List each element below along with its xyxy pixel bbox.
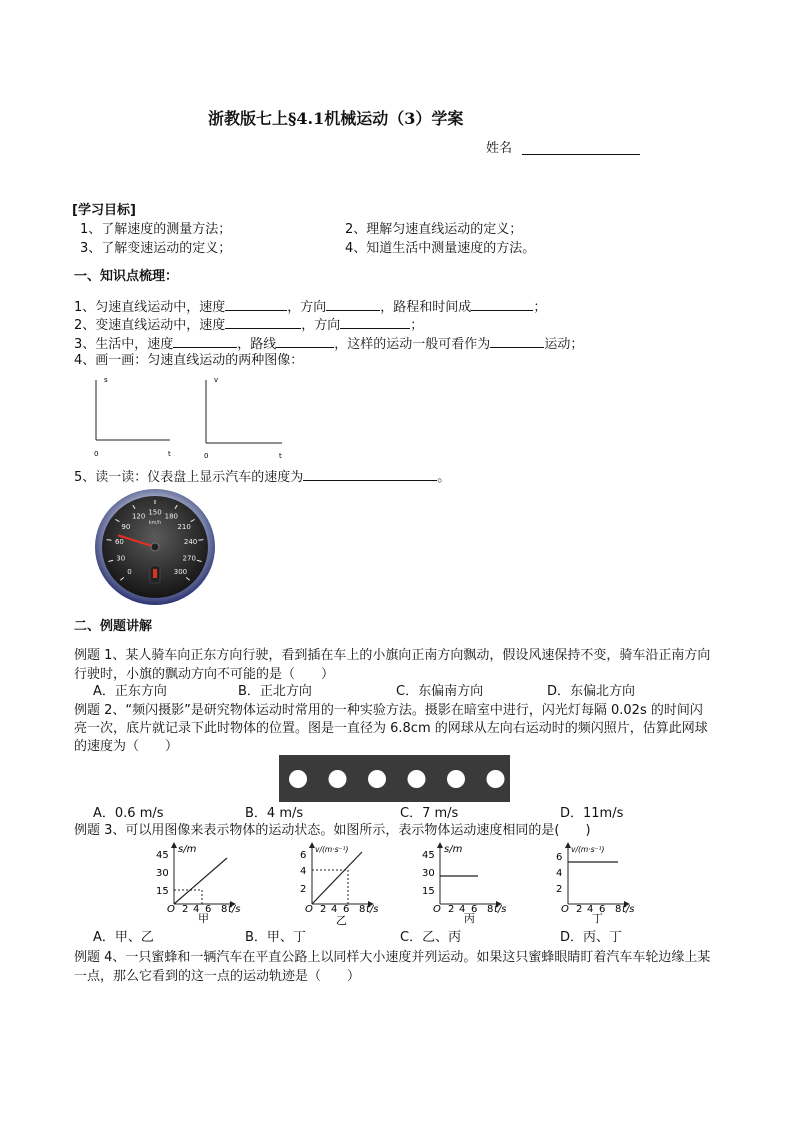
graph-ding-xtick-2: 2 [576, 904, 583, 915]
gauge-tick-label: 180 [164, 512, 179, 521]
q1-blank-3[interactable] [471, 298, 533, 311]
q2-text-c: ； [410, 318, 424, 333]
q1-blank-2[interactable] [326, 298, 380, 311]
graph-bing-xtick-6: 6 [471, 904, 478, 915]
v-t-axes [204, 376, 282, 460]
blank-graphs [88, 372, 288, 462]
graph-jia-line [174, 858, 227, 904]
graph-yi-ylabel: v/(m·s⁻¹) [315, 845, 349, 854]
gauge-tick-label: 210 [177, 522, 191, 531]
s-t-axes [94, 376, 171, 458]
example-2-text: 例题 2、“频闪摄影”是研究物体运动时常用的一种实验方法。摄影在暗室中进行，闪光灯每隔 0.02s 的时间闪亮一次，底片就记录下此时物体的位置。图是一直径为 6.8cm 的网球从左向右运动时的频闪照片，估算此网球的速度为（ ） [74, 703, 708, 754]
q3-blank-2[interactable] [276, 335, 334, 348]
graph-ding-ylabel: v/(m·s⁻¹) [571, 845, 605, 854]
gauge-tick-label: 60 [114, 538, 124, 547]
ex3-option-c[interactable]: C．乙、丙 [400, 930, 462, 945]
q1-text-a: 1、匀速直线运动中，速度 [74, 300, 226, 315]
graph-ding-ytick-2: 2 [556, 884, 563, 895]
tennis-ball-image [329, 770, 347, 788]
graph-jia [156, 842, 241, 925]
graph-bing-ytick-15: 15 [422, 886, 435, 897]
graph-yi-name: 乙 [336, 914, 347, 927]
example-1-text: 例题 1、某人骑车向正东方向行驶，看到插在车上的小旗向正南方向飘动，假设风速保持不变，骑车沿正南方向行驶时，小旗的飘动方向不可能的是（ ） [74, 648, 711, 682]
strobe-balls [279, 755, 510, 802]
tennis-ball-image [408, 770, 426, 788]
name-field[interactable] [522, 154, 640, 155]
ex2-option-b[interactable]: B．4 m/s [245, 806, 304, 821]
question-3 [74, 335, 583, 353]
q5-text-a: 5、读一读：仪表盘上显示汽车的速度为 [74, 470, 304, 485]
graph-bing-ylabel: s/m [444, 844, 463, 855]
tennis-ball-image [487, 770, 505, 788]
objective-4: 4、知道生活中测量速度的方法。 [345, 241, 536, 256]
ex3-option-b[interactable]: B．甲、丁 [245, 930, 306, 945]
q1-blank-1[interactable] [225, 298, 287, 311]
gauge-tick-label: 300 [173, 568, 188, 577]
graph-jia-xtick-6: 6 [205, 904, 212, 915]
graph-ding-origin: O [561, 904, 569, 915]
graph-yi-ytick-4: 4 [300, 866, 307, 877]
graph-ding-xlabel: t/s [622, 904, 635, 915]
graph-ding-ytick-6: 6 [556, 852, 563, 863]
q3-blank-1[interactable] [173, 335, 237, 348]
gauge-tick-label: 240 [183, 538, 198, 547]
speedometer [94, 488, 216, 606]
tennis-ball-image [289, 770, 307, 788]
q5-text-b: 。 [437, 470, 451, 485]
graph-yi-ytick-6: 6 [300, 850, 307, 861]
q2-text-b: ，方向 [301, 318, 341, 333]
q1-text-b: ，方向 [287, 300, 327, 315]
graph-bing-xtick-8: 8 [487, 904, 494, 915]
graph-jia-ytick-15: 15 [156, 886, 169, 897]
tennis-ball-image [447, 770, 465, 788]
q2-blank-2[interactable] [340, 316, 410, 329]
gauge-tick-label: 30 [116, 554, 126, 563]
page-title: 浙教版七上§4.1机械运动（3）学案 [208, 109, 464, 128]
graph-bing-name: 丙 [464, 912, 475, 925]
example-4-text: 例题 4、一只蜜蜂和一辆汽车在平直公路上以同样大小速度并列运动。如果这只蜜蜂眼睛盯着汽车车轮边缘上某一点，那么它看到的这一点的运动轨迹是（ ） [74, 950, 711, 984]
section2-heading: 二、例题讲解 [74, 619, 153, 634]
graph-jia-xtick-2: 2 [182, 904, 189, 915]
graph-yi-xlabel: t/s [366, 904, 379, 915]
q3-text-b: ，路线 [237, 337, 277, 352]
graph-ding [556, 842, 635, 925]
t-axis-label-1: t [168, 450, 171, 458]
s-axis-label: s [104, 376, 108, 384]
graph-jia-ytick-30: 30 [156, 868, 169, 879]
name-label [486, 141, 512, 157]
gauge-tick [198, 540, 203, 541]
graph-ding-ytick-4: 4 [556, 868, 563, 879]
v-axis-label: v [214, 376, 219, 384]
gear-indicator-light [153, 569, 157, 578]
question-1 [74, 298, 546, 316]
graph-bing-origin: O [433, 904, 441, 915]
q1-text-d: ； [533, 300, 547, 315]
graph-bing-xlabel: t/s [494, 904, 507, 915]
example-3-text: 例题 3、可以用图像来表示物体的运动状态。如图所示，表示物体运动速度相同的是( ) [74, 823, 591, 838]
graph-bing-ytick-45: 45 [422, 850, 435, 861]
graph-ding-xtick-6: 6 [599, 904, 606, 915]
motion-graphs [152, 840, 642, 928]
graph-jia-name: 甲 [198, 912, 209, 925]
q3-text-d: 运动； [544, 337, 584, 352]
ex2-option-a[interactable]: A．0.6 m/s [93, 806, 164, 821]
q3-blank-3[interactable] [490, 335, 544, 348]
objective-1: 1、了解速度的测量方法； [80, 222, 232, 237]
graph-jia-origin: O [167, 904, 175, 915]
q5-blank[interactable] [303, 468, 437, 481]
ex3-option-a[interactable]: A．甲、乙 [93, 930, 154, 945]
graph-jia-xtick-4: 4 [193, 904, 200, 915]
ex1-option-c[interactable]: C．东偏南方向 [396, 684, 484, 699]
graph-yi-line [312, 852, 362, 904]
graph-ding-xtick-8: 8 [615, 904, 622, 915]
objective-2: 2、理解匀速直线运动的定义； [345, 222, 523, 237]
question-5 [74, 468, 450, 486]
ex3-option-d[interactable]: D．丙、丁 [560, 930, 623, 945]
graph-jia-ylabel: s/m [178, 844, 197, 855]
origin-label-1: 0 [94, 450, 99, 458]
graph-jia-xtick-8: 8 [221, 904, 228, 915]
ex2-option-c[interactable]: C．7 m/s [400, 806, 459, 821]
question-2 [74, 316, 423, 334]
t-axis-label-2: t [279, 452, 282, 460]
graph-yi-xtick-8: 8 [359, 904, 366, 915]
q3-text-c: ，这样的运动一般可看作为 [334, 337, 491, 352]
q3-text-a: 3、生活中，速度 [74, 337, 174, 352]
graph-yi-origin: O [305, 904, 313, 915]
graph-jia-ytick-45: 45 [156, 850, 169, 861]
needle-hub [151, 543, 159, 551]
origin-label-2: 0 [204, 452, 209, 460]
graph-yi [300, 842, 379, 927]
gauge-tick [107, 540, 112, 541]
strobe-photo [279, 755, 510, 802]
graph-yi-xtick-6: 6 [343, 904, 350, 915]
graph-ding-xtick-4: 4 [587, 904, 594, 915]
objective-3: 3、了解变速运动的定义； [80, 241, 232, 256]
section1-heading: 一、知识点梳理： [74, 269, 179, 284]
ex2-option-d[interactable]: D．11m/s [560, 806, 624, 821]
gauge-tick-label: 150 [148, 508, 162, 517]
gauge-tick-label: 0 [127, 568, 132, 577]
gauge-tick-label: 90 [121, 522, 131, 531]
graph-yi-ytick-2: 2 [300, 884, 307, 895]
gauge-tick-label: 270 [182, 554, 196, 563]
objectives-heading: [学习目标] [72, 203, 136, 218]
graph-ding-name: 丁 [592, 912, 603, 925]
q1-text-c: ，路程和时间成 [380, 300, 472, 315]
gauge-tick-label: 120 [131, 512, 146, 521]
graph-yi-xtick-2: 2 [320, 904, 327, 915]
graph-bing-xtick-2: 2 [448, 904, 455, 915]
q2-blank-1[interactable] [225, 316, 301, 329]
graph-bing [422, 842, 507, 925]
graph-bing-xtick-4: 4 [459, 904, 466, 915]
graph-jia-xlabel: t/s [228, 904, 241, 915]
graph-yi-xtick-4: 4 [331, 904, 338, 915]
q2-text-a: 2、变速直线运动中，速度 [74, 318, 226, 333]
tennis-ball-image [368, 770, 386, 788]
ex1-option-d[interactable]: D．东偏北方向 [547, 684, 636, 699]
ex1-option-a[interactable]: A．正东方向 [93, 684, 167, 699]
speed-unit-label: km/h [148, 520, 162, 526]
name-label-text: 姓名 [486, 141, 513, 156]
graph-bing-ytick-30: 30 [422, 868, 435, 879]
question-4: 4、画一画：匀速直线运动的两种图像： [74, 353, 304, 368]
ex1-option-b[interactable]: B．正北方向 [238, 684, 312, 699]
